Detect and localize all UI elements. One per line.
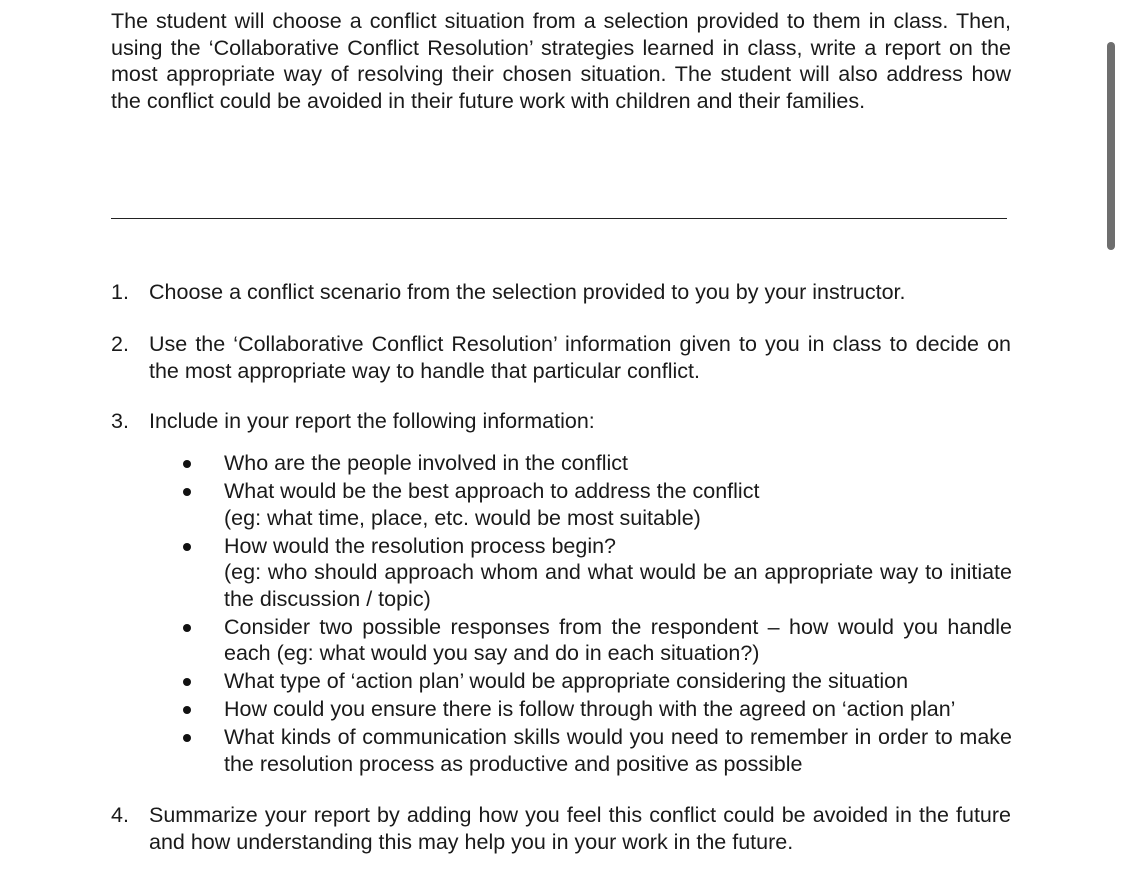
list-item-note: (eg: what time, place, etc. would be most suitable) <box>224 505 701 530</box>
list-item-note: (eg: who should approach whom and what would be an appropriate way to initiate the discussion / topic) <box>224 560 1012 611</box>
list-item <box>180 724 1012 777</box>
step-3 <box>111 408 1011 435</box>
bullet-icon <box>183 706 191 714</box>
bullet-icon <box>183 678 191 686</box>
list-item-text: How could you ensure there is follow through with the agreed on ‘action plan’ <box>224 697 956 721</box>
list-item <box>180 533 1012 613</box>
step-text: Use the ‘Collaborative Conflict Resolution’ information given to you in class to decide on the most appropriate way to handle that particular conflict. <box>149 332 1011 383</box>
step-4 <box>111 802 1011 855</box>
list-item <box>180 696 1012 723</box>
list-item-text: What type of ‘action plan’ would be appropriate considering the situation <box>224 669 909 693</box>
list-item-text: What kinds of communication skills would you need to remember in order to make the resolution process as productive and positive as possible <box>224 725 1012 776</box>
bullet-icon <box>183 488 191 496</box>
vertical-scrollbar[interactable] <box>1107 42 1115 250</box>
report-requirements-list <box>180 450 1012 777</box>
step-number: 2. <box>111 332 129 356</box>
list-item <box>180 450 1012 477</box>
bullet-icon <box>183 734 191 742</box>
bullet-icon <box>183 460 191 468</box>
list-item <box>180 614 1012 667</box>
bullet-icon <box>183 624 191 632</box>
bullet-icon <box>183 543 191 551</box>
step-number: 3. <box>111 409 129 433</box>
step-text: Summarize your report by adding how you feel this conflict could be avoided in the future and how understanding this may help you in your work in the future. <box>149 803 1011 854</box>
list-item-text: How would the resolution process begin? <box>224 533 617 558</box>
step-number: 4. <box>111 803 129 827</box>
list-item <box>180 668 1012 695</box>
step-1 <box>111 279 1011 306</box>
step-text: Choose a conflict scenario from the selection provided to you by your instructor. <box>149 280 906 304</box>
step-number: 1. <box>111 280 129 304</box>
list-item <box>180 478 1012 531</box>
step-2 <box>111 331 1011 384</box>
step-text: Include in your report the following information: <box>149 409 595 433</box>
intro-paragraph: The student will choose a conflict situation from a selection provided to them in class. Then, using the ‘Collaborative Conflict Resolution’ strategies learned in class, write a report on the most appropriate way of resolving their chosen situation. The student will also address how the conflict could be avoided in their future work with children and their families. <box>111 9 1011 113</box>
list-item-text: Who are the people involved in the conflict <box>224 451 628 475</box>
list-item-text: What would be the best approach to address the conflict <box>224 479 760 503</box>
horizontal-divider <box>111 218 1007 219</box>
list-item-text: Consider two possible responses from the respondent – how would you handle each (eg: what would you say and do in each situation?) <box>224 614 1012 665</box>
